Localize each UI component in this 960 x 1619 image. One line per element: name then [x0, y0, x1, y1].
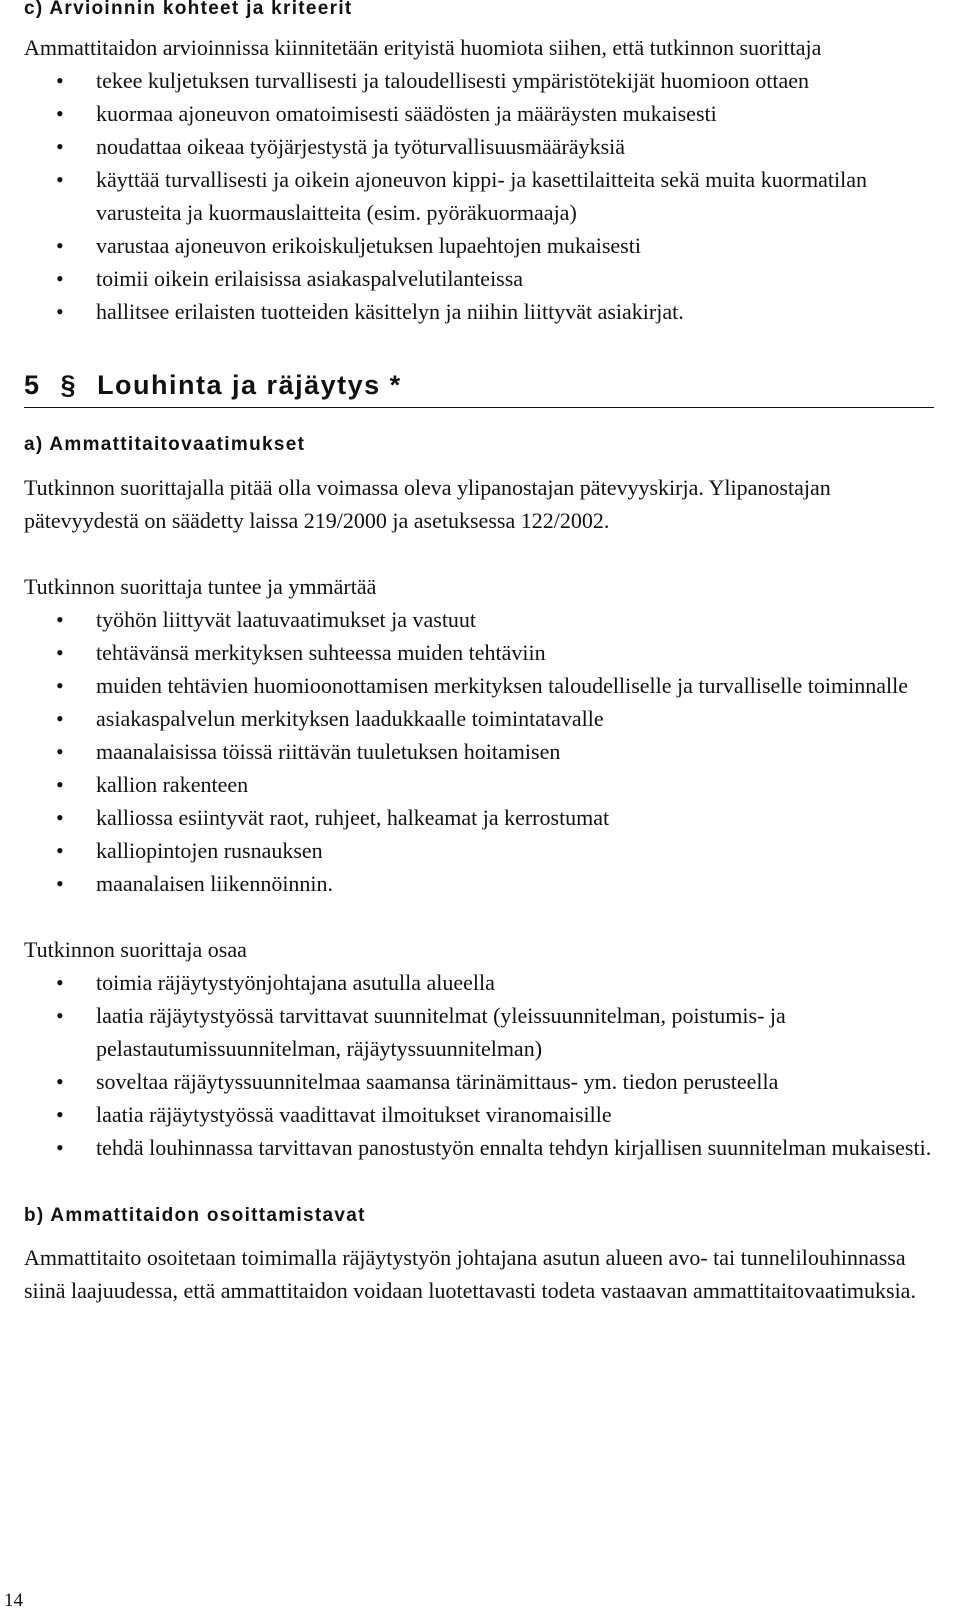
bullet-icon: • — [56, 970, 64, 995]
section-a-heading: a) Ammattitaitovaatimukset — [24, 434, 306, 455]
list-item: • varustaa ajoneuvon erikoiskuljetuksen lupaehtojen mukaisesti — [24, 229, 934, 262]
bullet-icon: • — [56, 805, 64, 830]
list-item: • laatia räjäytystyössä tarvittavat suunnitelmat (yleissuunnitelman, poistumis- ja pelastautumissuunnitelman, räjäytyssuunnitelman) — [24, 999, 934, 1065]
requirements-paragraph: Tutkinnon suorittajalla pitää olla voimassa oleva ylipanostajan pätevyyskirja. Ylipanostajan pätevyydestä on säädetty laissa 219/2000 ja asetuksessa 122/2002. — [24, 475, 831, 533]
list-item: • maanalaisen liikennöinnin. — [24, 867, 934, 900]
list-item: • toimia räjäytystyönjohtajana asutulla alueella — [24, 966, 934, 999]
bullet-icon: • — [56, 640, 64, 665]
list-item: • asiakaspalvelun merkityksen laadukkaalle toimintatavalle — [24, 702, 934, 735]
list-item: • kalliossa esiintyvät raot, ruhjeet, halkeamat ja kerrostumat — [24, 801, 934, 834]
bullet-icon: • — [56, 706, 64, 731]
bullet-icon: • — [56, 772, 64, 797]
bullet-icon: • — [56, 1069, 64, 1094]
bullet-icon: • — [56, 233, 64, 258]
list-item: • kalliopintojen rusnauksen — [24, 834, 934, 867]
bullet-icon: • — [56, 167, 64, 192]
bullet-icon: • — [56, 673, 64, 698]
bullet-icon: • — [56, 838, 64, 863]
page-number: 14 — [4, 1590, 23, 1611]
list-item: • soveltaa räjäytyssuunnitelmaa saamansa tärinämittaus- ym. tiedon perusteella — [24, 1065, 934, 1098]
bullet-icon: • — [56, 68, 64, 93]
bullet-icon: • — [56, 299, 64, 324]
understands-intro: Tutkinnon suorittaja tuntee ja ymmärtää — [24, 574, 377, 599]
bullet-icon: • — [56, 871, 64, 896]
bullet-icon: • — [56, 739, 64, 764]
bullet-icon: • — [56, 1003, 64, 1028]
can-intro: Tutkinnon suorittaja osaa — [24, 937, 247, 962]
bullet-icon: • — [56, 266, 64, 291]
bullet-icon: • — [56, 1102, 64, 1127]
list-item: • hallitsee erilaisten tuotteiden käsittelyn ja niihin liittyvät asiakirjat. — [24, 295, 934, 328]
understands-list — [24, 603, 934, 900]
bullet-icon: • — [56, 134, 64, 159]
bullet-icon: • — [56, 101, 64, 126]
list-item: • kallion rakenteen — [24, 768, 934, 801]
section-c-intro: Ammattitaidon arvioinnissa kiinnitetään erityistä huomiota siihen, että tutkinnon suorittaja — [24, 35, 822, 60]
section-title-text: Louhinta ja räjäytys * — [97, 370, 402, 400]
list-item: • maanalaisissa töissä riittävän tuuletuksen hoitamisen — [24, 735, 934, 768]
section-b-heading: b) Ammattitaidon osoittamistavat — [24, 1205, 366, 1226]
demonstration-paragraph: Ammattitaito osoitetaan toimimalla räjäytystyön johtajana asutun alueen avo- tai tunnelilouhinnassa siinä laajuudessa, että ammattitaidon voidaan luotettavasti todeta vastaavan ammattitaitovaatimuksia. — [24, 1245, 916, 1303]
list-item: • muiden tehtävien huomioonottamisen merkityksen taloudelliselle ja turvalliselle toiminnalle — [24, 669, 934, 702]
list-item: • toimii oikein erilaisissa asiakaspalvelutilanteissa — [24, 262, 934, 295]
section-number: 5 — [24, 370, 41, 400]
list-item: • tehtävänsä merkityksen suhteessa muiden tehtäviin — [24, 636, 934, 669]
bullet-icon: • — [56, 1135, 64, 1160]
section-5-title — [24, 370, 934, 408]
list-item: • tehdä louhinnassa tarvittavan panostustyön ennalta tehdyn kirjallisen suunnitelman mukaisesti. — [24, 1131, 934, 1164]
paragraph-sign: § — [60, 370, 78, 400]
list-item: • työhön liittyvät laatuvaatimukset ja vastuut — [24, 603, 934, 636]
bullet-icon: • — [56, 607, 64, 632]
section-c-criteria-list — [24, 64, 934, 328]
list-item: • käyttää turvallisesti ja oikein ajoneuvon kippi- ja kasettilaitteita sekä muita kuormatilan varusteita ja kuormauslaitteita (esim. pyöräkuormaaja) — [24, 163, 934, 229]
list-item: • kuormaa ajoneuvon omatoimisesti säädösten ja määräysten mukaisesti — [24, 97, 934, 130]
can-list — [24, 966, 934, 1164]
section-c-heading: c) Arvioinnin kohteet ja kriteerit — [24, 0, 353, 19]
list-item: • laatia räjäytystyössä vaadittavat ilmoitukset viranomaisille — [24, 1098, 934, 1131]
list-item: • tekee kuljetuksen turvallisesti ja taloudellisesti ympäristötekijät huomioon ottaen — [24, 64, 934, 97]
document-page — [24, 0, 934, 1307]
list-item: • noudattaa oikeaa työjärjestystä ja työturvallisuusmääräyksiä — [24, 130, 934, 163]
